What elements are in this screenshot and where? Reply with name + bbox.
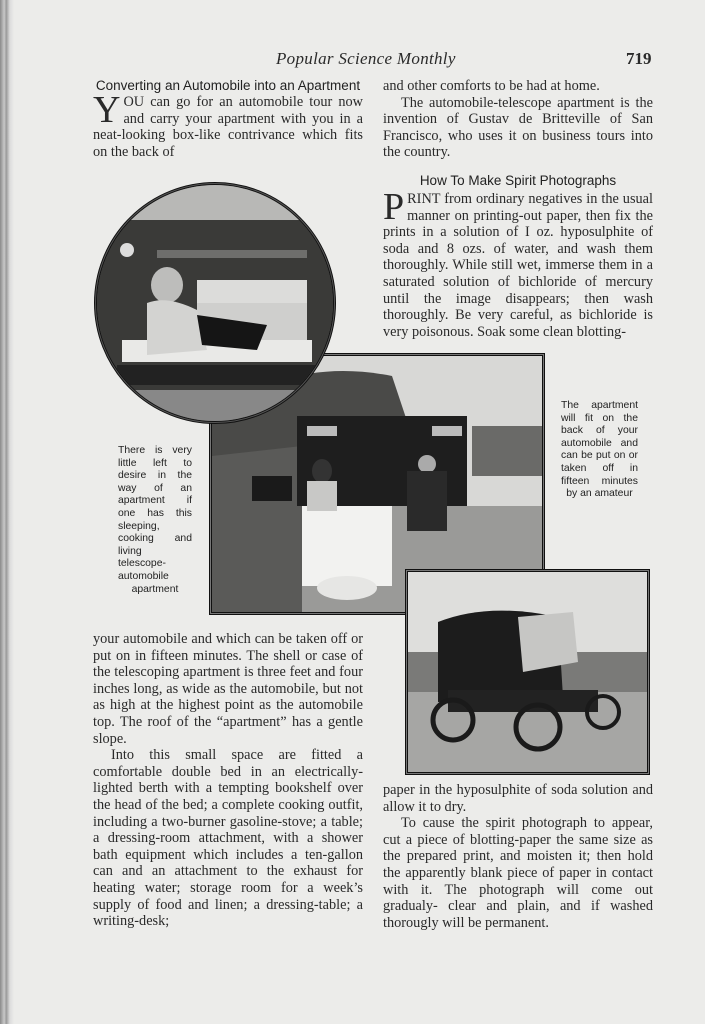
article2-para2: To cause the spirit photograph to appear, cut a piece of blotting-paper the same size as the prepared print, and moisten it; then hold the apparently blank piece of paper in contact with it. The photograph will come out gradualy- clear and plain, and if washed thorougly will be permanent. xyxy=(383,815,653,931)
article1-continuation xyxy=(383,78,653,340)
article1-intro xyxy=(93,78,363,160)
caption-left: There is very little left to desire in the way of an apartment if one has this sleeping, cooking and living telescope-automobile apartment xyxy=(118,445,192,595)
article1-title: Converting an Automobile into an Apartment xyxy=(95,78,361,93)
page-number: 719 xyxy=(626,49,652,68)
article1-para1-start: OU can go for an automobile tour now and carry your apartment with you in a neat-looking box-like contrivance which fits on the back of xyxy=(93,94,363,160)
photo-sleeping-berth xyxy=(94,182,336,424)
article1-para1-cont: your automobile and which can be taken off or put on in fifteen minutes. The shell or case of the telescoping apartment is three feet and four inches long, as wide as the automobile, but not as high at the highest point as the automobile top. The roof of the “apartment” has a gentle slope. xyxy=(93,631,363,747)
article2-para1-cont: paper in the hyposulphite of soda solution and allow it to dry. xyxy=(383,782,653,815)
photo-car-with-apartment xyxy=(405,569,650,775)
article2-title: How To Make Spirit Photographs xyxy=(419,172,617,188)
article1-body xyxy=(93,631,363,930)
dropcap-p: P xyxy=(383,185,405,228)
article1-para3: The automobile-telescope apartment is the invention of Gustav de Britteville of San Francisco, who uses it on business tours into the country. xyxy=(383,94,653,161)
magazine-title: Popular Science Monthly xyxy=(276,49,456,68)
dropcap-y: Y xyxy=(93,89,121,131)
article2-body xyxy=(383,782,653,931)
caption-right: The apartment will fit on the back of your automobile and can be put on or taken off in fifteen minutes by an amateur xyxy=(561,400,638,500)
article1-para2: Into this small space are fitted a comfortable double bed in an electrically-lighted berth with a tempting bookshelf over the head of the bed; a complete cooking outfit, including a two-burner gasoline-stove; a table; a dressing-room attachment, with a shower bath equipment which includes a ten-gallon can and an attachment to the exhaust for heating water; storage room for a week’s supply of food and linen; a dressing-table; a writing-desk; xyxy=(93,747,363,930)
book-spine xyxy=(0,0,14,1024)
article2-para1: RINT from ordinary negatives in the usual manner on printing-out paper, then fix the prints in a solution of I oz. hyposulphite of soda and 8 ozs. of water, and wash them thoroughly. While still wet, immerse them in a saturated solution of bichloride of mercury until the image disappears; then wash thoroughly. Be very careful, as bichloride is very poisonous. Soak some clean blotting- xyxy=(383,190,653,340)
article1-para2-end: and other comforts to be had at home. xyxy=(383,78,600,94)
